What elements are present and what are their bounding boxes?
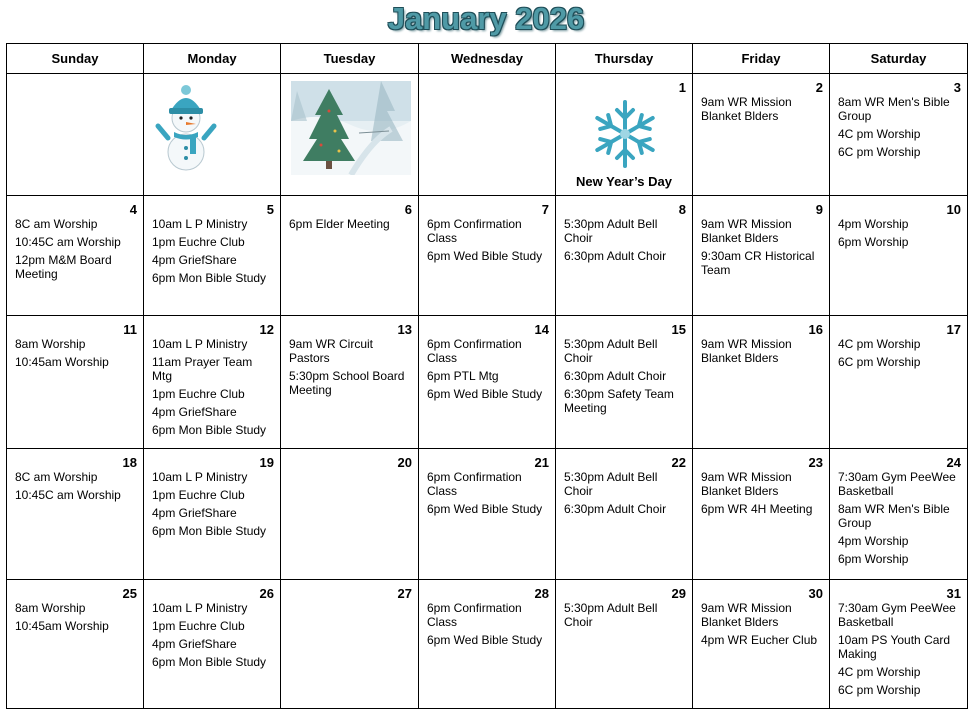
weekday-header: Sunday (7, 44, 144, 74)
day-number: 18 (122, 455, 137, 470)
event-item: 7:30am Gym PeeWee Basketball (838, 470, 956, 498)
day-number: 27 (397, 586, 412, 601)
day-cell (693, 580, 830, 709)
event-item: 4pm Worship (838, 534, 909, 548)
event-item: 4pm Worship (838, 217, 909, 231)
week-row (7, 74, 968, 196)
day-cell (830, 580, 968, 709)
day-cell (7, 196, 144, 316)
day-number: 10 (946, 202, 961, 217)
event-item: 10:45C am Worship (15, 235, 121, 249)
day-cell (419, 74, 556, 196)
event-item: 6pm Worship (838, 552, 909, 566)
day-cell (830, 316, 968, 449)
event-item: 10am PS Youth Card Making (838, 633, 951, 661)
event-item: 9am WR Mission Blanket Blders (701, 95, 792, 123)
event-item: 6pm Wed Bible Study (427, 249, 543, 263)
calendar-title: January 2026 (387, 1, 585, 36)
day-number: 5 (266, 202, 274, 217)
day-number: 26 (259, 586, 274, 601)
day-number: 29 (671, 586, 686, 601)
event-item: 10:45am Worship (15, 619, 109, 633)
event-item: 10:45am Worship (15, 355, 109, 369)
event-item: 10am L P Ministry (152, 337, 248, 351)
week-row (7, 316, 968, 449)
week-row (7, 196, 968, 316)
weekday-header: Saturday (830, 44, 968, 74)
day-number: 12 (259, 322, 274, 337)
event-item: 11am Prayer Team Mtg (152, 355, 253, 383)
week-row (7, 449, 968, 580)
day-cell (556, 196, 693, 316)
event-item: 6pm Wed Bible Study (427, 387, 543, 401)
day-cell (281, 449, 419, 580)
event-item: 1pm Euchre Club (152, 235, 245, 249)
day-number: 4 (129, 202, 137, 217)
day-cell (281, 316, 419, 449)
event-item: 4pm WR Eucher Club (701, 633, 818, 647)
day-cell (144, 74, 281, 196)
day-number: 25 (122, 586, 137, 601)
day-number: 14 (534, 322, 549, 337)
day-number: 8 (678, 202, 686, 217)
day-cell (7, 74, 144, 196)
event-item: 8am WR Men's Bible Group (838, 502, 950, 530)
day-number: 3 (953, 80, 961, 95)
event-item: 10am L P Ministry (152, 470, 248, 484)
day-cell (281, 74, 419, 196)
event-item: 8C am Worship (15, 470, 98, 484)
event-item: 5:30pm Adult Bell Choir (564, 601, 658, 629)
day-cell (7, 316, 144, 449)
day-cell (830, 449, 968, 580)
event-item: 5:30pm Adult Bell Choir (564, 337, 658, 365)
day-cell (556, 580, 693, 709)
event-item: 6pm Mon Bible Study (152, 423, 267, 437)
event-item: 6pm Elder Meeting (289, 217, 390, 231)
day-number: 11 (123, 322, 137, 337)
day-cell (556, 449, 693, 580)
event-item: 6:30pm Adult Choir (564, 502, 667, 516)
day-cell (693, 196, 830, 316)
day-cell (830, 74, 968, 196)
event-item: 9am WR Mission Blanket Blders (701, 470, 792, 498)
event-item: 6pm Mon Bible Study (152, 271, 267, 285)
day-number: 20 (397, 455, 412, 470)
event-item: 9am WR Mission Blanket Blders (701, 601, 792, 629)
snowflake-icon (593, 98, 657, 170)
event-item: 4C pm Worship (838, 665, 921, 679)
event-item: 4pm GriefShare (152, 506, 237, 520)
event-item: 6pm Mon Bible Study (152, 524, 267, 538)
day-number: 2 (815, 80, 823, 95)
day-cell (693, 74, 830, 196)
day-number: 28 (534, 586, 549, 601)
event-item: 12pm M&M Board Meeting (15, 253, 112, 281)
day-cell (144, 580, 281, 709)
event-item: 6pm Confirmation Class (427, 601, 522, 629)
event-item: 9am WR Mission Blanket Blders (701, 337, 792, 365)
event-item: 9am WR Mission Blanket Blders (701, 217, 792, 245)
day-number: 15 (671, 322, 686, 337)
weekday-header: Tuesday (281, 44, 419, 74)
day-number: 30 (808, 586, 823, 601)
snowman-icon (154, 82, 218, 174)
event-item: 4C pm Worship (838, 127, 921, 141)
day-cell (830, 196, 968, 316)
day-number: 22 (671, 455, 686, 470)
event-item: 6C pm Worship (838, 683, 921, 697)
weekday-header: Friday (693, 44, 830, 74)
day-cell (419, 316, 556, 449)
event-item: 8am WR Men's Bible Group (838, 95, 950, 123)
event-item: 5:30pm School Board Meeting (289, 369, 405, 397)
event-item: 6:30pm Safety Team Meeting (564, 387, 674, 415)
day-number: 13 (397, 322, 412, 337)
event-item: 6:30pm Adult Choir (564, 249, 667, 263)
event-item: 5:30pm Adult Bell Choir (564, 470, 658, 498)
calendar-grid (6, 43, 968, 709)
event-item: 6pm Confirmation Class (427, 217, 522, 245)
day-cell (556, 316, 693, 449)
day-cell (144, 449, 281, 580)
event-item: 1pm Euchre Club (152, 619, 245, 633)
day-cell (419, 196, 556, 316)
day-cell (7, 580, 144, 709)
event-item: 8am Worship (15, 337, 86, 351)
day-number: 6 (404, 202, 412, 217)
event-item: 1pm Euchre Club (152, 387, 245, 401)
day-cell (693, 316, 830, 449)
event-item: 10:45C am Worship (15, 488, 121, 502)
event-item: 8am Worship (15, 601, 86, 615)
event-item: 6pm Confirmation Class (427, 337, 522, 365)
weekday-header-row (7, 44, 968, 74)
day-cell (144, 196, 281, 316)
day-number: 16 (808, 322, 823, 337)
event-item: 7:30am Gym PeeWee Basketball (838, 601, 956, 629)
event-item: 10am L P Ministry (152, 217, 248, 231)
weekday-header: Monday (144, 44, 281, 74)
event-item: 1pm Euchre Club (152, 488, 245, 502)
event-item: 6pm Mon Bible Study (152, 655, 267, 669)
event-item: 6pm Worship (838, 235, 909, 249)
day-number: 1 (678, 80, 686, 95)
holiday-label: New Year’s Day (576, 174, 672, 189)
event-item: 6C pm Worship (838, 355, 921, 369)
event-item: 6pm Confirmation Class (427, 470, 522, 498)
day-cell (281, 196, 419, 316)
day-number: 9 (815, 202, 823, 217)
event-item: 5:30pm Adult Bell Choir (564, 217, 658, 245)
day-number: 7 (541, 202, 549, 217)
day-number: 23 (808, 455, 823, 470)
event-item: 6:30pm Adult Choir (564, 369, 667, 383)
event-item: 4pm GriefShare (152, 253, 237, 267)
day-number: 17 (946, 322, 961, 337)
event-item: 6pm Wed Bible Study (427, 502, 543, 516)
event-item: 10am L P Ministry (152, 601, 248, 615)
event-item: 8C am Worship (15, 217, 98, 231)
winter-tree-scene (291, 81, 411, 175)
day-cell (693, 449, 830, 580)
day-number: 24 (946, 455, 961, 470)
day-cell (556, 74, 693, 196)
event-item: 4pm GriefShare (152, 405, 237, 419)
weekday-header: Wednesday (419, 44, 556, 74)
day-number: 21 (534, 455, 549, 470)
week-row (7, 580, 968, 709)
day-cell (7, 449, 144, 580)
event-item: 4C pm Worship (838, 337, 921, 351)
day-number: 19 (259, 455, 274, 470)
event-item: 6C pm Worship (838, 145, 921, 159)
event-item: 9am WR Circuit Pastors (289, 337, 374, 365)
event-item: 6pm PTL Mtg (427, 369, 499, 383)
day-cell (281, 580, 419, 709)
event-item: 9:30am CR Historical Team (701, 249, 815, 277)
event-item: 6pm Wed Bible Study (427, 633, 543, 647)
event-item: 6pm WR 4H Meeting (701, 502, 813, 516)
weekday-header: Thursday (556, 44, 693, 74)
day-cell (419, 580, 556, 709)
day-cell (419, 449, 556, 580)
day-number: 31 (946, 586, 961, 601)
event-item: 4pm GriefShare (152, 637, 237, 651)
day-cell (144, 316, 281, 449)
